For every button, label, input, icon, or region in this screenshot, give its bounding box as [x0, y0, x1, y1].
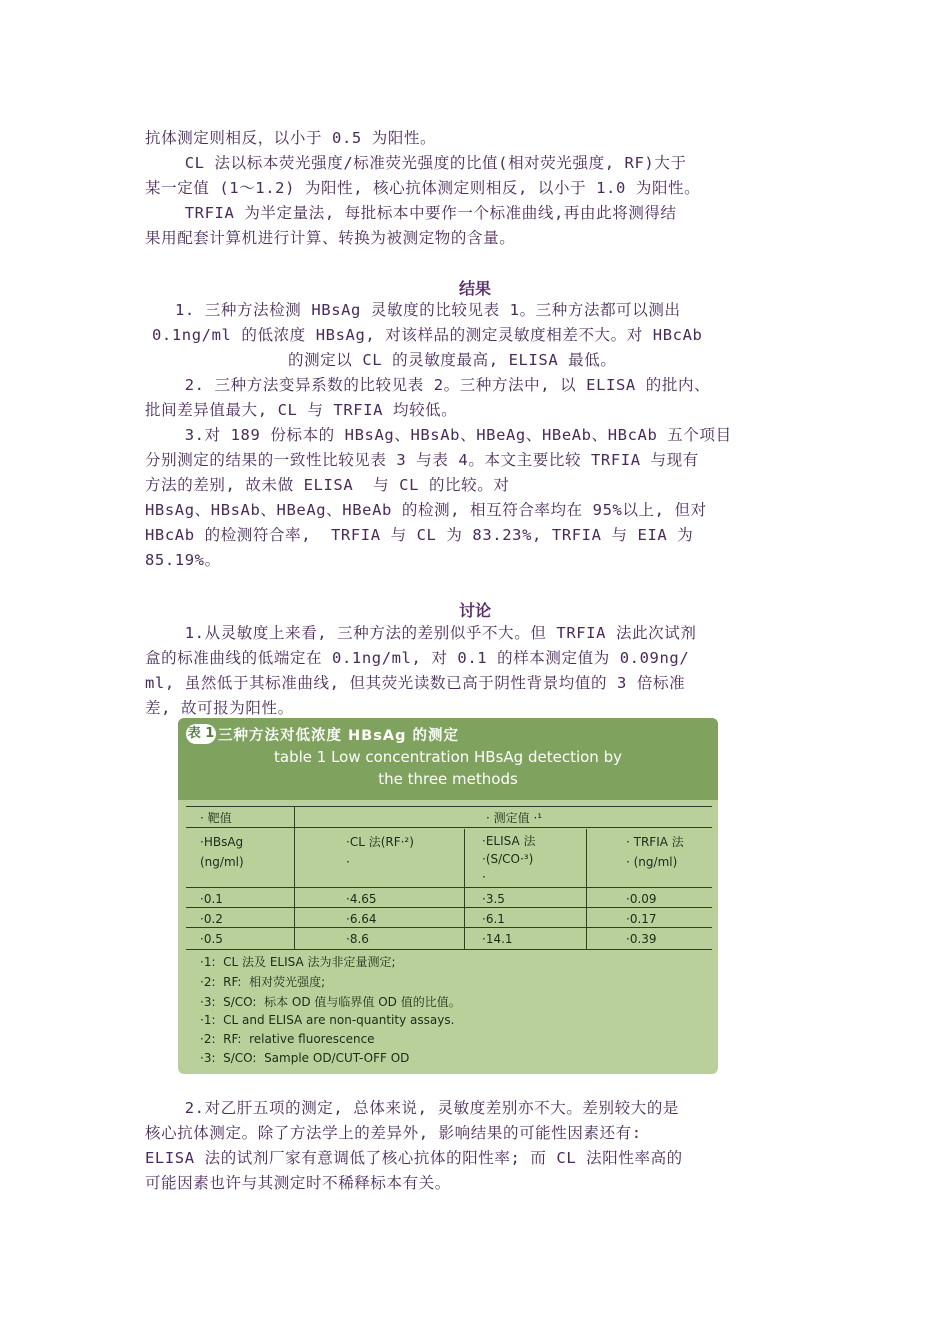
header-target: · 靶值 — [200, 811, 232, 825]
text-line: 可能因素也许与其测定时不稀释标本有关。 — [145, 1174, 451, 1192]
table-cell: ·6.1 — [482, 912, 505, 926]
text-line: 核心抗体测定。除了方法学上的差异外, 影响结果的可能性因素还有: — [145, 1124, 642, 1142]
discussion-heading: 讨论 — [458, 601, 491, 620]
col-header: ·CL 法(RF·²) · — [346, 835, 414, 869]
text-line: 85.19%。 — [145, 551, 221, 569]
text-line: 2. 三种方法变异系数的比较见表 2。三种方法中, 以 ELISA 的批内、 — [145, 376, 711, 394]
text-line: ml, 虽然低于其标准曲线, 但其荧光读数已高于阴性背景均值的 3 倍标准 — [145, 674, 686, 692]
table-rule — [186, 927, 712, 928]
text-line: CL 法以标本荧光强度/标准荧光强度的比值(相对荧光强度, RF)大于 — [145, 154, 687, 172]
text-line: 盒的标准曲线的低端定在 0.1ng/ml, 对 0.1 的样本测定值为 0.09ng/ — [145, 649, 690, 667]
table-cell: ·4.65 — [346, 892, 377, 906]
table-divider — [586, 829, 587, 949]
table1-header-band — [178, 718, 718, 800]
col-header: · TRFIA 法 · (ng/ml) — [626, 835, 684, 869]
table-note: ·2: RF: relative fluorescence — [200, 1032, 375, 1046]
text-line: HBcAb 的检测符合率, TRFIA 与 CL 为 83.23%, TRFIA 与 EIA 为 — [145, 526, 694, 544]
table-note: ·1: CL 法及 ELISA 法为非定量测定; — [200, 955, 396, 969]
table-note: ·3: S/CO: Sample OD/CUT-OFF OD — [200, 1051, 410, 1065]
text-line: 的测定以 CL 的灵敏度最高, ELISA 最低。 — [288, 351, 617, 369]
table-note: ·1: CL and ELISA are non-quantity assays. — [200, 1013, 455, 1027]
text-line: 果用配套计算机进行计算、转换为被测定物的含量。 — [145, 229, 516, 247]
text-line: 抗体测定则相反，以小于 0.5 为阳性。 — [145, 129, 437, 147]
text-line: 1. 三种方法检测 HBsAg 灵敏度的比较见表 1。三种方法都可以测出 — [175, 301, 681, 319]
table1-figure — [178, 718, 718, 1074]
text-line: TRFIA 为半定量法, 每批标本中要作一个标准曲线,再由此将测得结 — [145, 204, 677, 222]
text-line: 0.1ng/ml 的低浓度 HBsAg, 对该样品的测定灵敏度相差不大。对 HBcAb — [152, 326, 703, 344]
table-cell: ·3.5 — [482, 892, 505, 906]
text-line: 2.对乙肝五项的测定, 总体来说, 灵敏度差别亦不大。差别较大的是 — [145, 1099, 680, 1117]
table-cell: ·0.5 — [200, 932, 223, 946]
header-measured: · 测定值 ·¹ — [486, 811, 543, 825]
table-note: ·3: S/CO: 标本 OD 值与临界值 OD 值的比值。 — [200, 995, 461, 1009]
table-divider — [464, 829, 465, 949]
data-table — [186, 806, 712, 950]
table-title-en: table 1 Low concentration HBsAg detection by — [274, 748, 622, 766]
table-cell: ·6.64 — [346, 912, 377, 926]
text-line: 分别测定的结果的一致性比较见表 3 与表 4。本文主要比较 TRFIA 与现有 — [145, 451, 699, 469]
table-rule — [186, 827, 712, 828]
table-cell: ·0.2 — [200, 912, 223, 926]
text-line: 差, 故可报为阳性。 — [145, 699, 294, 717]
table-cell: ·0.17 — [626, 912, 657, 926]
table-title-cn: 三种方法对低浓度 HBsAg 的测定 — [218, 728, 460, 744]
table-rule — [186, 907, 712, 908]
table-cell: ·14.1 — [482, 932, 513, 946]
text-line: HBsAg、HBsAb、HBeAg、HBeAb 的检测, 相互符合率均在 95%以上, 但对 — [145, 501, 707, 519]
text-line: 3.对 189 份标本的 HBsAg、HBsAb、HBeAg、HBeAb、HBcAb 五个项目 — [145, 426, 732, 444]
text-line: 1.从灵敏度上来看, 三种方法的差别似乎不大。但 TRFIA 法此次试剂 — [145, 624, 697, 642]
text-line: ELISA 法的试剂厂家有意调低了核心抗体的阳性率; 而 CL 法阳性率高的 — [145, 1149, 683, 1167]
text-line: 批间差异值最大, CL 与 TRFIA 均较低。 — [145, 401, 458, 419]
table-title-en: the three methods — [378, 770, 518, 788]
table-cell: ·8.6 — [346, 932, 369, 946]
table-cell: ·0.09 — [626, 892, 657, 906]
col-header: ·HBsAg (ng/ml) — [200, 835, 244, 869]
table-badge: 表 1 — [186, 724, 216, 744]
text-line: 方法的差别, 故未做 ELISA 与 CL 的比较。对 — [145, 476, 510, 494]
table-cell: ·0.39 — [626, 932, 657, 946]
col-header: ·ELISA 法 ·(S/CO·³) · — [482, 834, 536, 884]
text-line: 某一定值 (1～1.2) 为阳性, 核心抗体测定则相反, 以小于 1.0 为阳性。 — [145, 179, 701, 197]
table-note: ·2: RF: 相对荧光强度; — [200, 975, 326, 989]
results-heading: 结果 — [458, 279, 491, 298]
table-rule — [186, 887, 712, 888]
table-cell: ·0.1 — [200, 892, 223, 906]
